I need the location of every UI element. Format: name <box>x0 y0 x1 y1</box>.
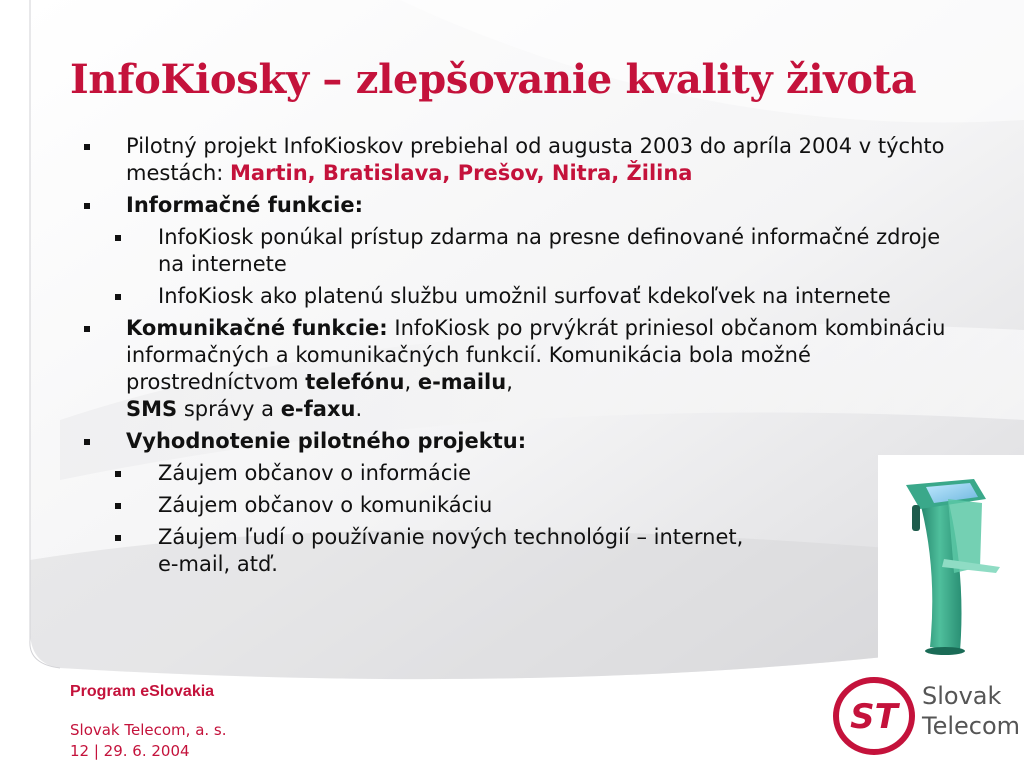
bullet-item-level-2 <box>80 460 960 487</box>
kiosk-panel <box>878 455 1024 667</box>
bullet-text: InfoKiosk ponúkal prístup zdarma na presne definované informačné zdroje na internete <box>158 225 941 276</box>
bullet-list <box>80 128 960 578</box>
slide-title: InfoKiosky – zlepšovanie kvality života <box>70 56 917 103</box>
square-bullet-icon <box>115 503 121 509</box>
logo-mark-icon <box>830 672 920 762</box>
square-bullet-icon <box>84 144 90 150</box>
bullet-text: SMS <box>126 397 178 421</box>
bullet-text: Záujem občanov o informácie <box>158 461 472 485</box>
bullet-item-level-2 <box>80 224 960 278</box>
footer-program: Program eSlovakia <box>70 683 215 700</box>
bullet-text: Pilotný projekt InfoKioskov prebiehal od augusta 2003 do apríla 2004 v týchto mestách: <box>126 134 945 185</box>
footer-page-date: 12 | 29. 6. 2004 <box>70 742 190 760</box>
bullet-item-level-1 <box>80 133 960 187</box>
square-bullet-icon <box>84 326 90 332</box>
bullet-text: Záujem ľudí o používanie nových technológií – internet, <box>158 525 744 549</box>
bullet-item-level-2 <box>80 283 960 310</box>
bullet-text: InfoKiosk ako platenú službu umožnil surfovať kdekoľvek na internete <box>158 284 891 308</box>
logo-line-1: Slovak <box>922 682 1002 710</box>
bullet-text: Záujem občanov o komunikáciu <box>158 493 493 517</box>
bullet-text: InfoKiosk po prvýkrát priniesol občanom kombináciu informačných a komunikačných funkcií. Komunikácia bola možné prostredníctvom <box>126 316 946 394</box>
bullet-text: e-faxu <box>280 397 356 421</box>
bullet-text: , <box>506 370 513 394</box>
bullet-item-level-1 <box>80 192 960 219</box>
square-bullet-icon <box>115 235 121 241</box>
bullet-item-level-2 <box>80 492 960 519</box>
bullet-text: Martin, Bratislava, Prešov, Nitra, Žilina <box>230 161 693 185</box>
square-bullet-icon <box>115 535 121 541</box>
bullet-item-level-1 <box>80 428 960 455</box>
bullet-text: telefónu <box>305 370 405 394</box>
square-bullet-icon <box>84 439 90 445</box>
bullet-text: e-mail, atď. <box>158 552 278 576</box>
footer-company: Slovak Telecom, a. s. <box>70 721 227 739</box>
bullet-text: , <box>404 370 418 394</box>
bullet-item-level-1 <box>80 315 960 423</box>
bullet-text: e-mailu <box>417 370 507 394</box>
bullet-text: správy a <box>177 397 281 421</box>
square-bullet-icon <box>115 294 121 300</box>
bullet-text: . <box>355 397 363 421</box>
bullet-item-level-2 <box>80 524 960 578</box>
info-kiosk-illustration <box>878 455 1024 667</box>
slovak-telecom-logo <box>830 672 1020 762</box>
square-bullet-icon <box>84 203 90 209</box>
square-bullet-icon <box>115 471 121 477</box>
bullet-text: Informačné funkcie: <box>126 193 363 217</box>
bullet-text: Vyhodnotenie pilotného projektu: <box>126 429 527 453</box>
bullet-text: Komunikačné funkcie: <box>126 316 388 340</box>
logo-mark-text: ST <box>850 697 898 737</box>
logo-line-2: Telecom <box>922 712 1021 740</box>
